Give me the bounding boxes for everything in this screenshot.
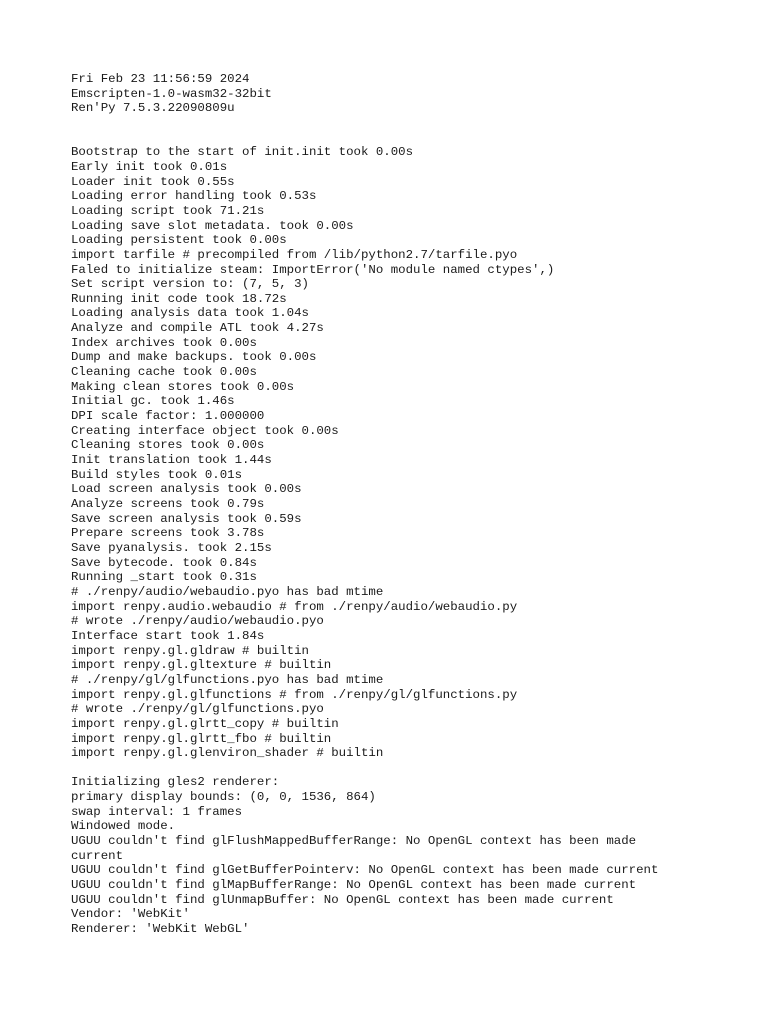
log-line: Loader init took 0.55s	[71, 174, 235, 189]
log-line: Bootstrap to the start of init.init took 0.00s	[71, 145, 414, 160]
log-line: import renpy.gl.glfunctions # from ./renpy/gl/glfunctions.py	[71, 687, 518, 702]
log-line: swap interval: 1 frames	[71, 804, 243, 819]
log-line: Ren'Py 7.5.3.22090809u	[71, 101, 235, 116]
log-line: Index archives took 0.00s	[71, 335, 257, 350]
log-line: import renpy.gl.glrtt_fbo # builtin	[71, 731, 332, 746]
log-line: import renpy.audio.webaudio # from ./renpy/audio/webaudio.py	[71, 599, 518, 614]
log-line: current	[71, 848, 124, 863]
log-line: Loading error handling took 0.53s	[71, 189, 317, 204]
log-line: # wrote ./renpy/gl/glfunctions.pyo	[71, 702, 324, 717]
log-line: Loading analysis data took 1.04s	[71, 306, 309, 321]
log-line: Save pyanalysis. took 2.15s	[71, 540, 272, 555]
log-line: Dump and make backups. took 0.00s	[71, 350, 317, 365]
log-line: Creating interface object took 0.00s	[71, 423, 339, 438]
log-line: # wrote ./renpy/audio/webaudio.pyo	[71, 614, 324, 629]
log-line: Running init code took 18.72s	[71, 291, 287, 306]
log-line: Fri Feb 23 11:56:59 2024	[71, 72, 250, 86]
log-line: UGUU couldn't find glFlushMappedBufferRange: No OpenGL context has been made	[71, 834, 637, 849]
log-line: import renpy.gl.gldraw # builtin	[71, 643, 309, 658]
log-line: Vendor: 'WebKit'	[71, 907, 190, 922]
log-line: Set script version to: (7, 5, 3)	[71, 277, 309, 292]
log-line: Prepare screens took 3.78s	[71, 526, 265, 541]
log-line	[71, 131, 691, 146]
log-line: Initial gc. took 1.46s	[71, 394, 235, 409]
log-line: # ./renpy/audio/webaudio.pyo has bad mtime	[71, 584, 384, 599]
log-line: UGUU couldn't find glMapBufferRange: No OpenGL context has been made current	[71, 878, 637, 893]
log-line: Analyze screens took 0.79s	[71, 497, 265, 511]
log-line	[71, 116, 691, 131]
log-line: Windowed mode.	[71, 819, 176, 834]
log-line: Loading persistent took 0.00s	[71, 233, 287, 248]
log-output	[71, 72, 691, 937]
log-line: Renderer: 'WebKit WebGL'	[71, 922, 250, 937]
log-line: import renpy.gl.glrtt_copy # builtin	[71, 716, 339, 731]
log-line: Save screen analysis took 0.59s	[71, 511, 302, 526]
log-line: Build styles took 0.01s	[71, 467, 243, 482]
log-line: Emscripten-1.0-wasm32-32bit	[71, 86, 272, 101]
log-line: Analyze and compile ATL took 4.27s	[71, 321, 324, 336]
log-line: Initializing gles2 renderer:	[71, 775, 280, 790]
log-line: # ./renpy/gl/glfunctions.pyo has bad mtime	[71, 672, 384, 687]
log-line: import renpy.gl.glenviron_shader # builtin	[71, 746, 384, 761]
log-line: import renpy.gl.gltexture # builtin	[71, 658, 332, 673]
log-line: Running _start took 0.31s	[71, 570, 257, 585]
log-line: Init translation took 1.44s	[71, 453, 272, 468]
log-line: Load screen analysis took 0.00s	[71, 482, 302, 497]
log-line	[71, 761, 691, 776]
log-line: Making clean stores took 0.00s	[71, 379, 295, 394]
log-line: Save bytecode. took 0.84s	[71, 555, 257, 570]
log-line: Early init took 0.01s	[71, 159, 228, 174]
log-line: Interface start took 1.84s	[71, 628, 265, 643]
log-line: UGUU couldn't find glUnmapBuffer: No OpenGL context has been made current	[71, 892, 614, 907]
log-line: Cleaning stores took 0.00s	[71, 438, 265, 453]
log-line: Faled to initialize steam: ImportError('No module named ctypes',)	[71, 262, 555, 277]
log-line: Loading script took 71.21s	[71, 203, 265, 218]
log-line: Cleaning cache took 0.00s	[71, 365, 257, 380]
log-line: DPI scale factor: 1.000000	[71, 409, 265, 424]
log-line: UGUU couldn't find glGetBufferPointerv: No OpenGL context has been made current	[71, 863, 659, 878]
log-line: primary display bounds: (0, 0, 1536, 864)	[71, 790, 376, 805]
log-line: import tarfile # precompiled from /lib/python2.7/tarfile.pyo	[71, 247, 518, 262]
log-line: Loading save slot metadata. took 0.00s	[71, 218, 354, 233]
